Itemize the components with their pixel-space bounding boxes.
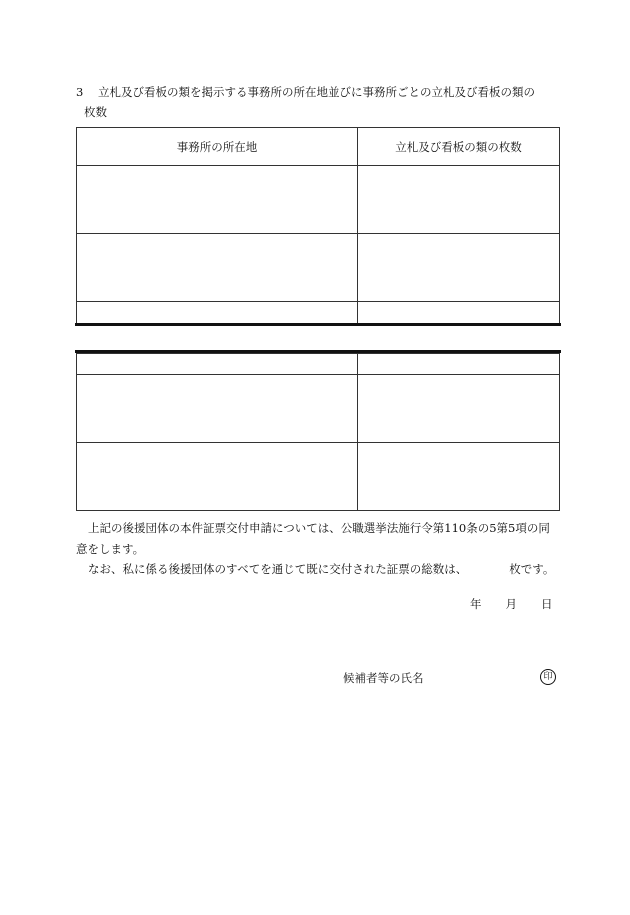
table-row xyxy=(77,166,560,234)
header-office-address: 事務所の所在地 xyxy=(77,128,358,166)
date-month-label: 月 xyxy=(505,597,517,611)
table-row xyxy=(77,375,560,443)
sign-count-cell[interactable] xyxy=(358,166,560,234)
consent-paragraph-2 xyxy=(76,559,558,580)
section-number: 3 xyxy=(76,85,84,99)
table-row xyxy=(77,354,560,375)
sign-count-cell[interactable] xyxy=(358,302,560,326)
seal-mark: 印 xyxy=(540,669,556,685)
date-day-label: 日 xyxy=(541,597,553,611)
section-heading-line1 xyxy=(76,82,566,102)
header-sign-count: 立札及び看板の類の枚数 xyxy=(358,128,560,166)
date-line xyxy=(470,596,560,612)
date-year-label: 年 xyxy=(470,597,482,611)
consent-paragraph-1: 上記の後援団体の本件証票交付申請については、公職選挙法施行令第110条の5第5項の同意をします。 xyxy=(76,521,550,556)
office-address-cell[interactable] xyxy=(77,302,358,326)
office-table-lower xyxy=(76,353,560,511)
office-address-cell[interactable] xyxy=(77,234,358,302)
table-header-row xyxy=(77,128,560,166)
candidate-name-field[interactable] xyxy=(440,668,535,684)
sign-count-cell[interactable] xyxy=(358,443,560,511)
certificate-total-prefix: なお、私に係る後援団体のすべてを通じて既に交付された証票の総数は、 xyxy=(88,562,468,576)
sign-count-cell[interactable] xyxy=(358,375,560,443)
table-row xyxy=(77,234,560,302)
table-row xyxy=(77,443,560,511)
office-table-upper xyxy=(76,127,560,326)
section-heading xyxy=(76,82,566,122)
office-address-cell[interactable] xyxy=(77,354,358,375)
office-address-cell[interactable] xyxy=(77,375,358,443)
table-row xyxy=(77,302,560,326)
office-address-cell[interactable] xyxy=(77,443,358,511)
sign-count-cell[interactable] xyxy=(358,354,560,375)
sign-count-cell[interactable] xyxy=(358,234,560,302)
section-title-line1: 立札及び看板の類を掲示する事務所の所在地並びに事務所ごとの立札及び看板の類の xyxy=(97,85,535,99)
consent-statement xyxy=(76,518,558,580)
office-address-cell[interactable] xyxy=(77,166,358,234)
section-title-line2: 枚数 xyxy=(84,105,107,119)
candidate-name-label: 候補者等の氏名 xyxy=(343,671,424,685)
table-break-line-top xyxy=(75,323,561,326)
certificate-total-suffix: 枚です。 xyxy=(509,562,555,576)
